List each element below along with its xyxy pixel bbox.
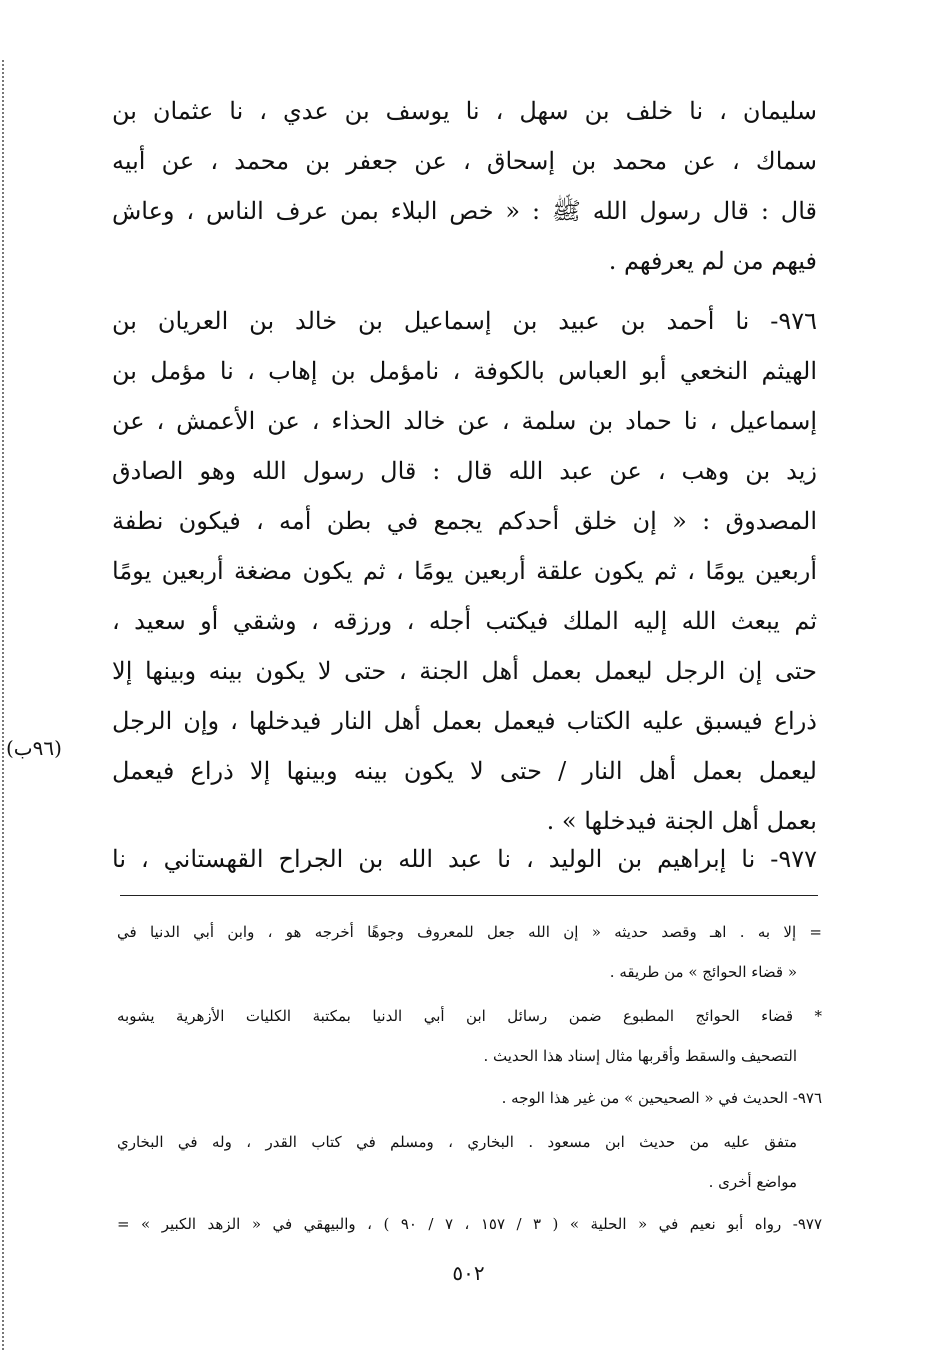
- body-line-10: أربعين يومًا ، ثم يكون علقة أربعين يومًا ، ثم يكون مضغة أربعين يومًا: [112, 557, 818, 585]
- hadith-976-heading-line: ٩٧٦- نا أحمد بن عبيد بن إسماعيل بن خالد بن العريان بن: [112, 307, 817, 335]
- footnote-separator: [120, 895, 818, 896]
- footnote-line-6: متفق عليه من حديث ابن مسعود . البخاري ، ومسلم في كتاب القدر ، وله في البخاري: [117, 1133, 797, 1151]
- footnote-line-8: ٩٧٧- رواه أبو نعيم في « الحلية » ( ٣ / ١٥٧ ، ٧ / ٩٠ ) ، والبيهقي في « الزهد الكبير » =: [117, 1215, 823, 1233]
- body-line-13: ذراع فيسبق عليه الكتاب فيعمل بعمل أهل النار فيدخلها ، وإن الرجل: [112, 707, 817, 735]
- body-line-2: سماك ، عن محمد بن إسحاق ، عن جعفر بن محمد ، عن أبيه: [112, 147, 817, 175]
- body-line-15: بعمل أهل الجنة فيدخلها » .: [546, 807, 817, 835]
- footnote-line-3: * قضاء الحوائج المطبوع ضمن رسائل ابن أبي الدنيا بمكتبة الكليات الأزهرية يشوبه: [117, 1007, 822, 1025]
- body-line-7: إسماعيل ، نا حماد بن سلمة ، عن خالد الحذاء ، عن الأعمش ، عن: [112, 407, 817, 435]
- footnote-line-5: ٩٧٦- الحديث في « الصحيحين » من غير هذا الوجه .: [501, 1089, 822, 1107]
- body-line-9: المصدوق : « إن خلق أحدكم يجمع في بطن أمه ، فيكون نطفة: [112, 507, 817, 535]
- body-line-8: زيد بن وهب ، عن عبد الله قال : قال رسول الله وهو الصادق: [112, 457, 817, 485]
- body-line-4: فيهم من لم يعرفهم .: [608, 247, 817, 275]
- footnote-line-7: مواضع أخرى .: [708, 1173, 797, 1191]
- footnote-line-1: = إلا به . اهـ وقصد حديثه « إن الله جعل للمعروف وجوهًا أخرجه هو ، وابن أبي الدنيا في: [117, 923, 822, 941]
- page-edge-dots: [2, 60, 4, 1350]
- body-line-3: قال : قال رسول الله ﷺ : « خص البلاء بمن عرف الناس ، وعاش: [112, 197, 817, 225]
- footnote-line-2: « قضاء الحوائج » من طريقه .: [609, 963, 797, 981]
- footnote-line-4: التصحيف والسقط وأقربها مثال إسناد هذا الحديث .: [483, 1047, 797, 1065]
- hadith-977-heading-line: ٩٧٧- نا إبراهيم بن الوليد ، نا عبد الله بن الجراح القهستاني ، نا: [112, 845, 817, 873]
- body-line-12: حتى إن الرجل ليعمل بعمل أهل الجنة ، حتى لا يكون بينه وبينها إلا: [112, 657, 817, 685]
- body-line-6: الهيثم النخعي أبو العباس بالكوفة ، نامؤمل بن إهاب ، نا مؤمل بن: [112, 357, 817, 385]
- body-line-11: ثم يبعث الله إليه الملك فيكتب أجله ، ورزقه ، وشقي أو سعيد ،: [112, 607, 817, 635]
- body-line-14: ليعمل بعمل أهل النار / حتى لا يكون بينه وبينها إلا ذراع فيعمل: [112, 757, 817, 785]
- manuscript-folio-note: (٩٦ب): [6, 736, 62, 760]
- body-line-1: سليمان ، نا خلف بن سهل ، نا يوسف بن عدي ، نا عثمان بن: [112, 97, 817, 125]
- page-number: ٥٠٢: [452, 1261, 485, 1285]
